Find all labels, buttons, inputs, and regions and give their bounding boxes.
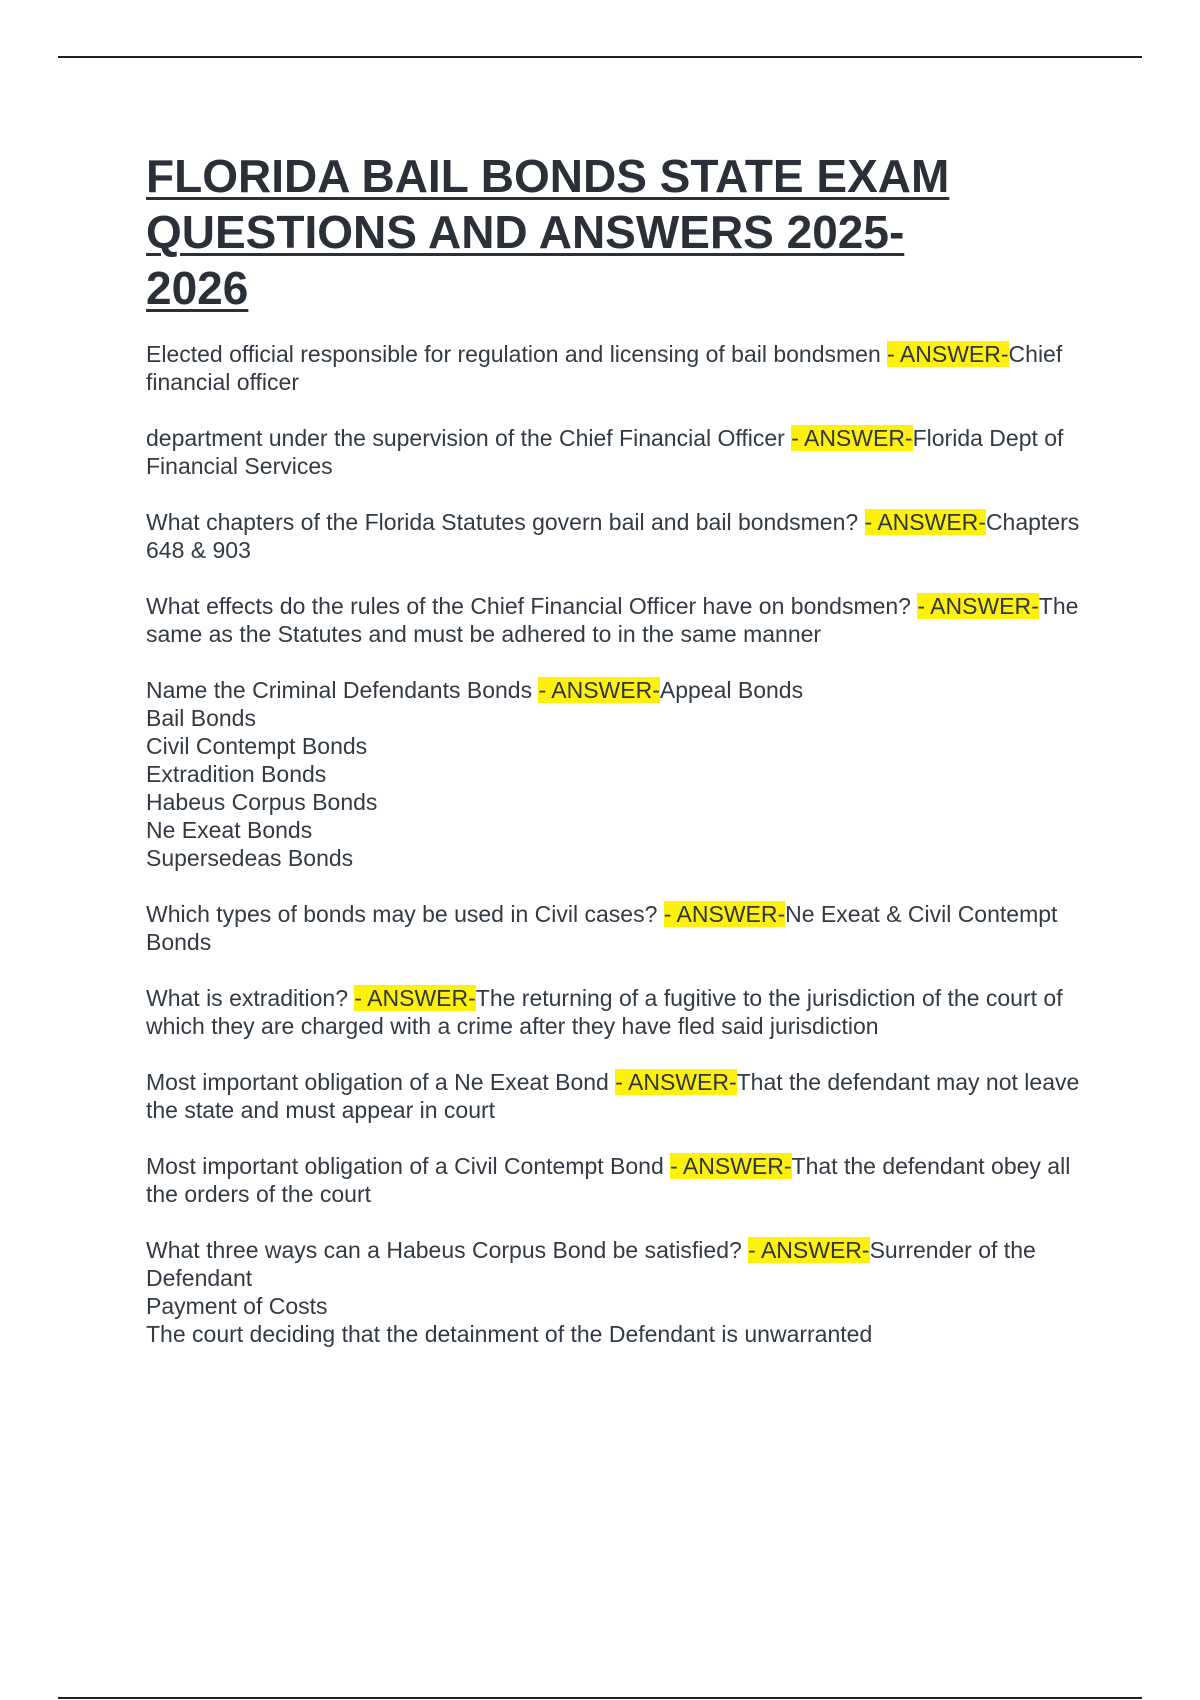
question-text: department under the supervision of the Chief Financial Officer bbox=[146, 425, 792, 451]
question-text: Most important obligation of a Civil Contempt Bond bbox=[146, 1153, 671, 1179]
bottom-divider bbox=[58, 1697, 1142, 1699]
answer-marker: - ANSWER- bbox=[864, 509, 986, 535]
qa-item bbox=[146, 1236, 1096, 1348]
top-divider bbox=[58, 56, 1142, 58]
answer-text: That the defendant may not leave the state and must appear in court bbox=[146, 1069, 1080, 1123]
qa-item bbox=[146, 1152, 1096, 1208]
question-text: What three ways can a Habeus Corpus Bond be satisfied? bbox=[146, 1237, 749, 1263]
qa-item bbox=[146, 676, 1096, 872]
answer-text: Payment of Costs bbox=[146, 1293, 328, 1319]
qa-item bbox=[146, 900, 1096, 956]
qa-item bbox=[146, 340, 1096, 396]
answer-marker: - ANSWER- bbox=[663, 901, 786, 927]
question-text: Name the Criminal Defendants Bonds bbox=[146, 677, 539, 703]
question-text: Most important obligation of a Ne Exeat Bond bbox=[146, 1069, 616, 1095]
answer-text: Chapters 648 & 903 bbox=[146, 509, 1080, 563]
answer-text: Extradition Bonds bbox=[146, 761, 327, 787]
answer-text: The returning of a fugitive to the jurisdiction of the court of which they are charged with a crime after they have fled said jurisdiction bbox=[146, 985, 1063, 1039]
answer-text: Florida Dept of Financial Services bbox=[146, 425, 1064, 479]
document-title: FLORIDA BAIL BONDS STATE EXAM QUESTIONS AND ANSWERS 2025-2026 bbox=[146, 150, 950, 314]
qa-list bbox=[146, 340, 1096, 1348]
answer-marker: - ANSWER- bbox=[354, 985, 476, 1011]
answer-text: Ne Exeat Bonds bbox=[146, 817, 313, 843]
qa-item bbox=[146, 592, 1096, 648]
answer-marker: - ANSWER- bbox=[538, 677, 660, 703]
qa-item bbox=[146, 984, 1096, 1040]
answer-marker: - ANSWER- bbox=[887, 341, 1009, 367]
answer-marker: - ANSWER- bbox=[670, 1153, 792, 1179]
answer-text: Appeal Bonds bbox=[659, 677, 804, 703]
answer-marker: - ANSWER- bbox=[615, 1069, 737, 1095]
answer-text: Ne Exeat & Civil Contempt Bonds bbox=[146, 901, 1058, 955]
qa-item bbox=[146, 424, 1096, 480]
question-text: What chapters of the Florida Statutes govern bail and bail bondsmen? bbox=[146, 509, 865, 535]
answer-marker: - ANSWER- bbox=[917, 593, 1039, 619]
answer-text: Bail Bonds bbox=[146, 705, 256, 731]
qa-item bbox=[146, 508, 1096, 564]
question-text: Which types of bonds may be used in Civil cases? bbox=[146, 901, 664, 927]
answer-marker: - ANSWER- bbox=[791, 425, 913, 451]
answer-marker: - ANSWER- bbox=[748, 1237, 870, 1263]
answer-text: Habeus Corpus Bonds bbox=[146, 789, 378, 815]
answer-text: The same as the Statutes and must be adhered to in the same manner bbox=[146, 593, 1079, 647]
qa-item bbox=[146, 1068, 1096, 1124]
answer-text: Supersedeas Bonds bbox=[146, 845, 354, 871]
question-text: What effects do the rules of the Chief Financial Officer have on bondsmen? bbox=[146, 593, 918, 619]
document-body bbox=[146, 148, 1096, 1376]
answer-text: Surrender of the Defendant bbox=[146, 1237, 1036, 1291]
question-text: Elected official responsible for regulation and licensing of bail bondsmen bbox=[146, 341, 888, 367]
answer-text: Civil Contempt Bonds bbox=[146, 733, 368, 759]
answer-text: Chief financial officer bbox=[146, 341, 1063, 395]
answer-text: The court deciding that the detainment of the Defendant is unwarranted bbox=[146, 1321, 873, 1347]
question-text: What is extradition? bbox=[146, 985, 355, 1011]
answer-text: That the defendant obey all the orders of the court bbox=[146, 1153, 1071, 1207]
